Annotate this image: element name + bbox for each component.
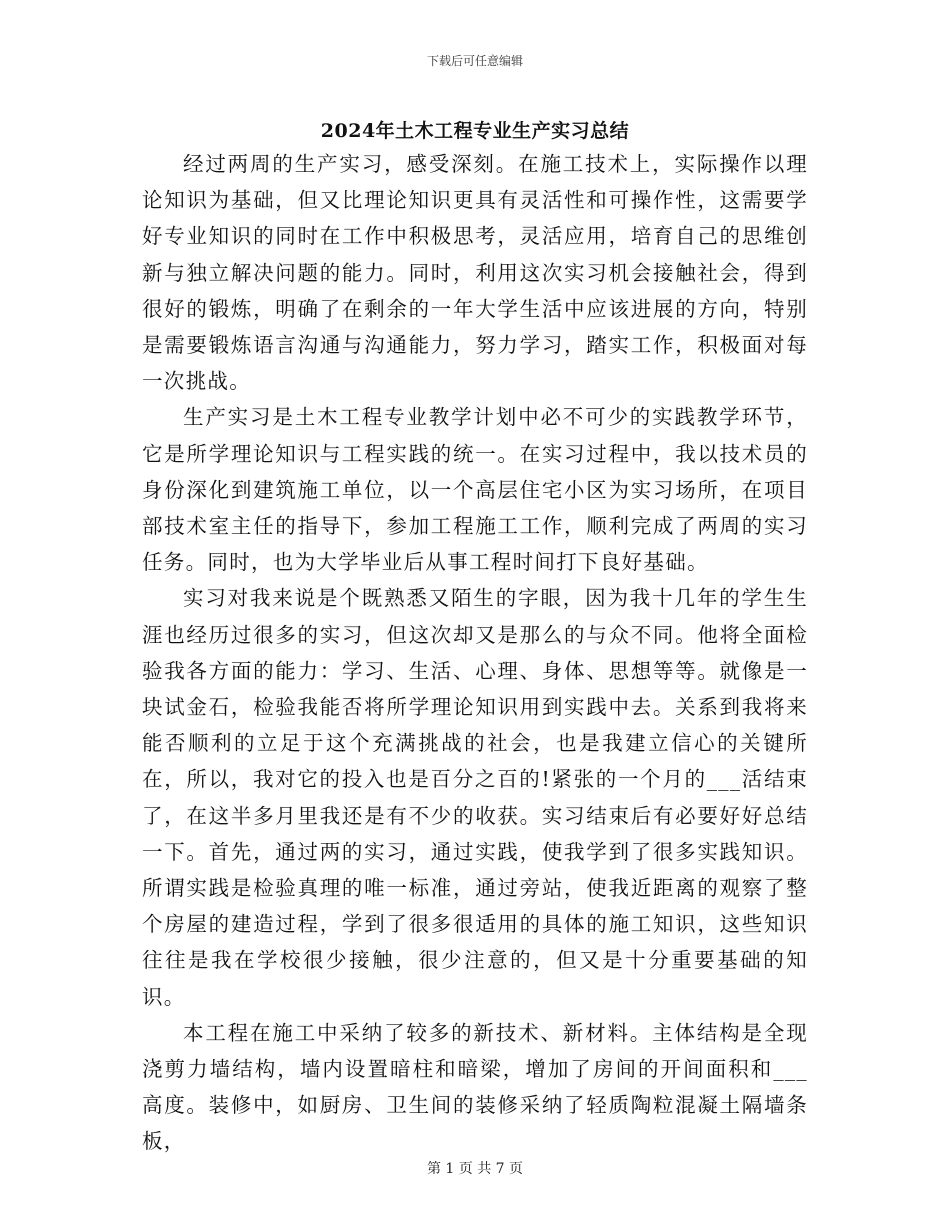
document-body — [142, 146, 808, 1160]
document-title: 2024年土木工程专业生产实习总结 — [320, 120, 630, 142]
page-number: 第 1 页 共 7 页 — [426, 1161, 524, 1177]
paragraph-2: 生产实习是土木工程专业教学计划中必不可少的实践教学环节，它是所学理论知识与工程实践的统一。在实习过程中，我以技术员的身份深化到建筑施工单位，以一个高层住宅小区为实习场所，在项目部技术室主任的指导下，参加工程施工工作，顺利完成了两周的实习任务。同时，也为大学毕业后从事工程时间打下良好基础。 — [142, 405, 808, 575]
header-note: 下载后可任意编辑 — [426, 54, 523, 68]
paragraph-3: 实习对我来说是个既熟悉又陌生的字眼，因为我十几年的学生生涯也经历过很多的实习，但这次却又是那么的与众不同。他将全面检验我各方面的能力：学习、生活、心理、身体、思想等等。就像是一块试金石，检验我能否将所学理论知识用到实践中去。关系到我将来能否顺利的立足于这个充满挑战的社会，也是我建立信心的关键所在，所以，我对它的投入也是百分之百的!紧张的一个月的___活结束了，在这半多月里我还是有不少的收获。实习结束后有必要好好总结一下。首先，通过两的实习，通过实践，使我学到了很多实践知识。所谓实践是检验真理的唯一标准，通过旁站，使我近距离的观察了整个房屋的建造过程，学到了很多很适用的具体的施工知识，这些知识往往是我在学校很少接触，很少注意的，但又是十分重要基础的知识。 — [142, 586, 808, 1009]
paragraph-4: 本工程在施工中采纳了较多的新技术、新材料。主体结构是全现浇剪力墙结构，墙内设置暗柱和暗梁，增加了房间的开间面积和___高度。装修中，如厨房、卫生间的装修采纳了轻质陶粒混凝土隔墙条板， — [142, 1020, 808, 1154]
paragraph-1: 经过两周的生产实习，感受深刻。在施工技术上，实际操作以理论知识为基础，但又比理论知识更具有灵活性和可操作性，这需要学好专业知识的同时在工作中积极思考，灵活应用，培育自己的思维创新与独立解决问题的能力。同时，利用这次实习机会接触社会，得到很好的锻炼，明确了在剩余的一年大学生活中应该进展的方向，特别是需要锻炼语言沟通与沟通能力，努力学习，踏实工作，积极面对每一次挑战。 — [142, 152, 808, 394]
